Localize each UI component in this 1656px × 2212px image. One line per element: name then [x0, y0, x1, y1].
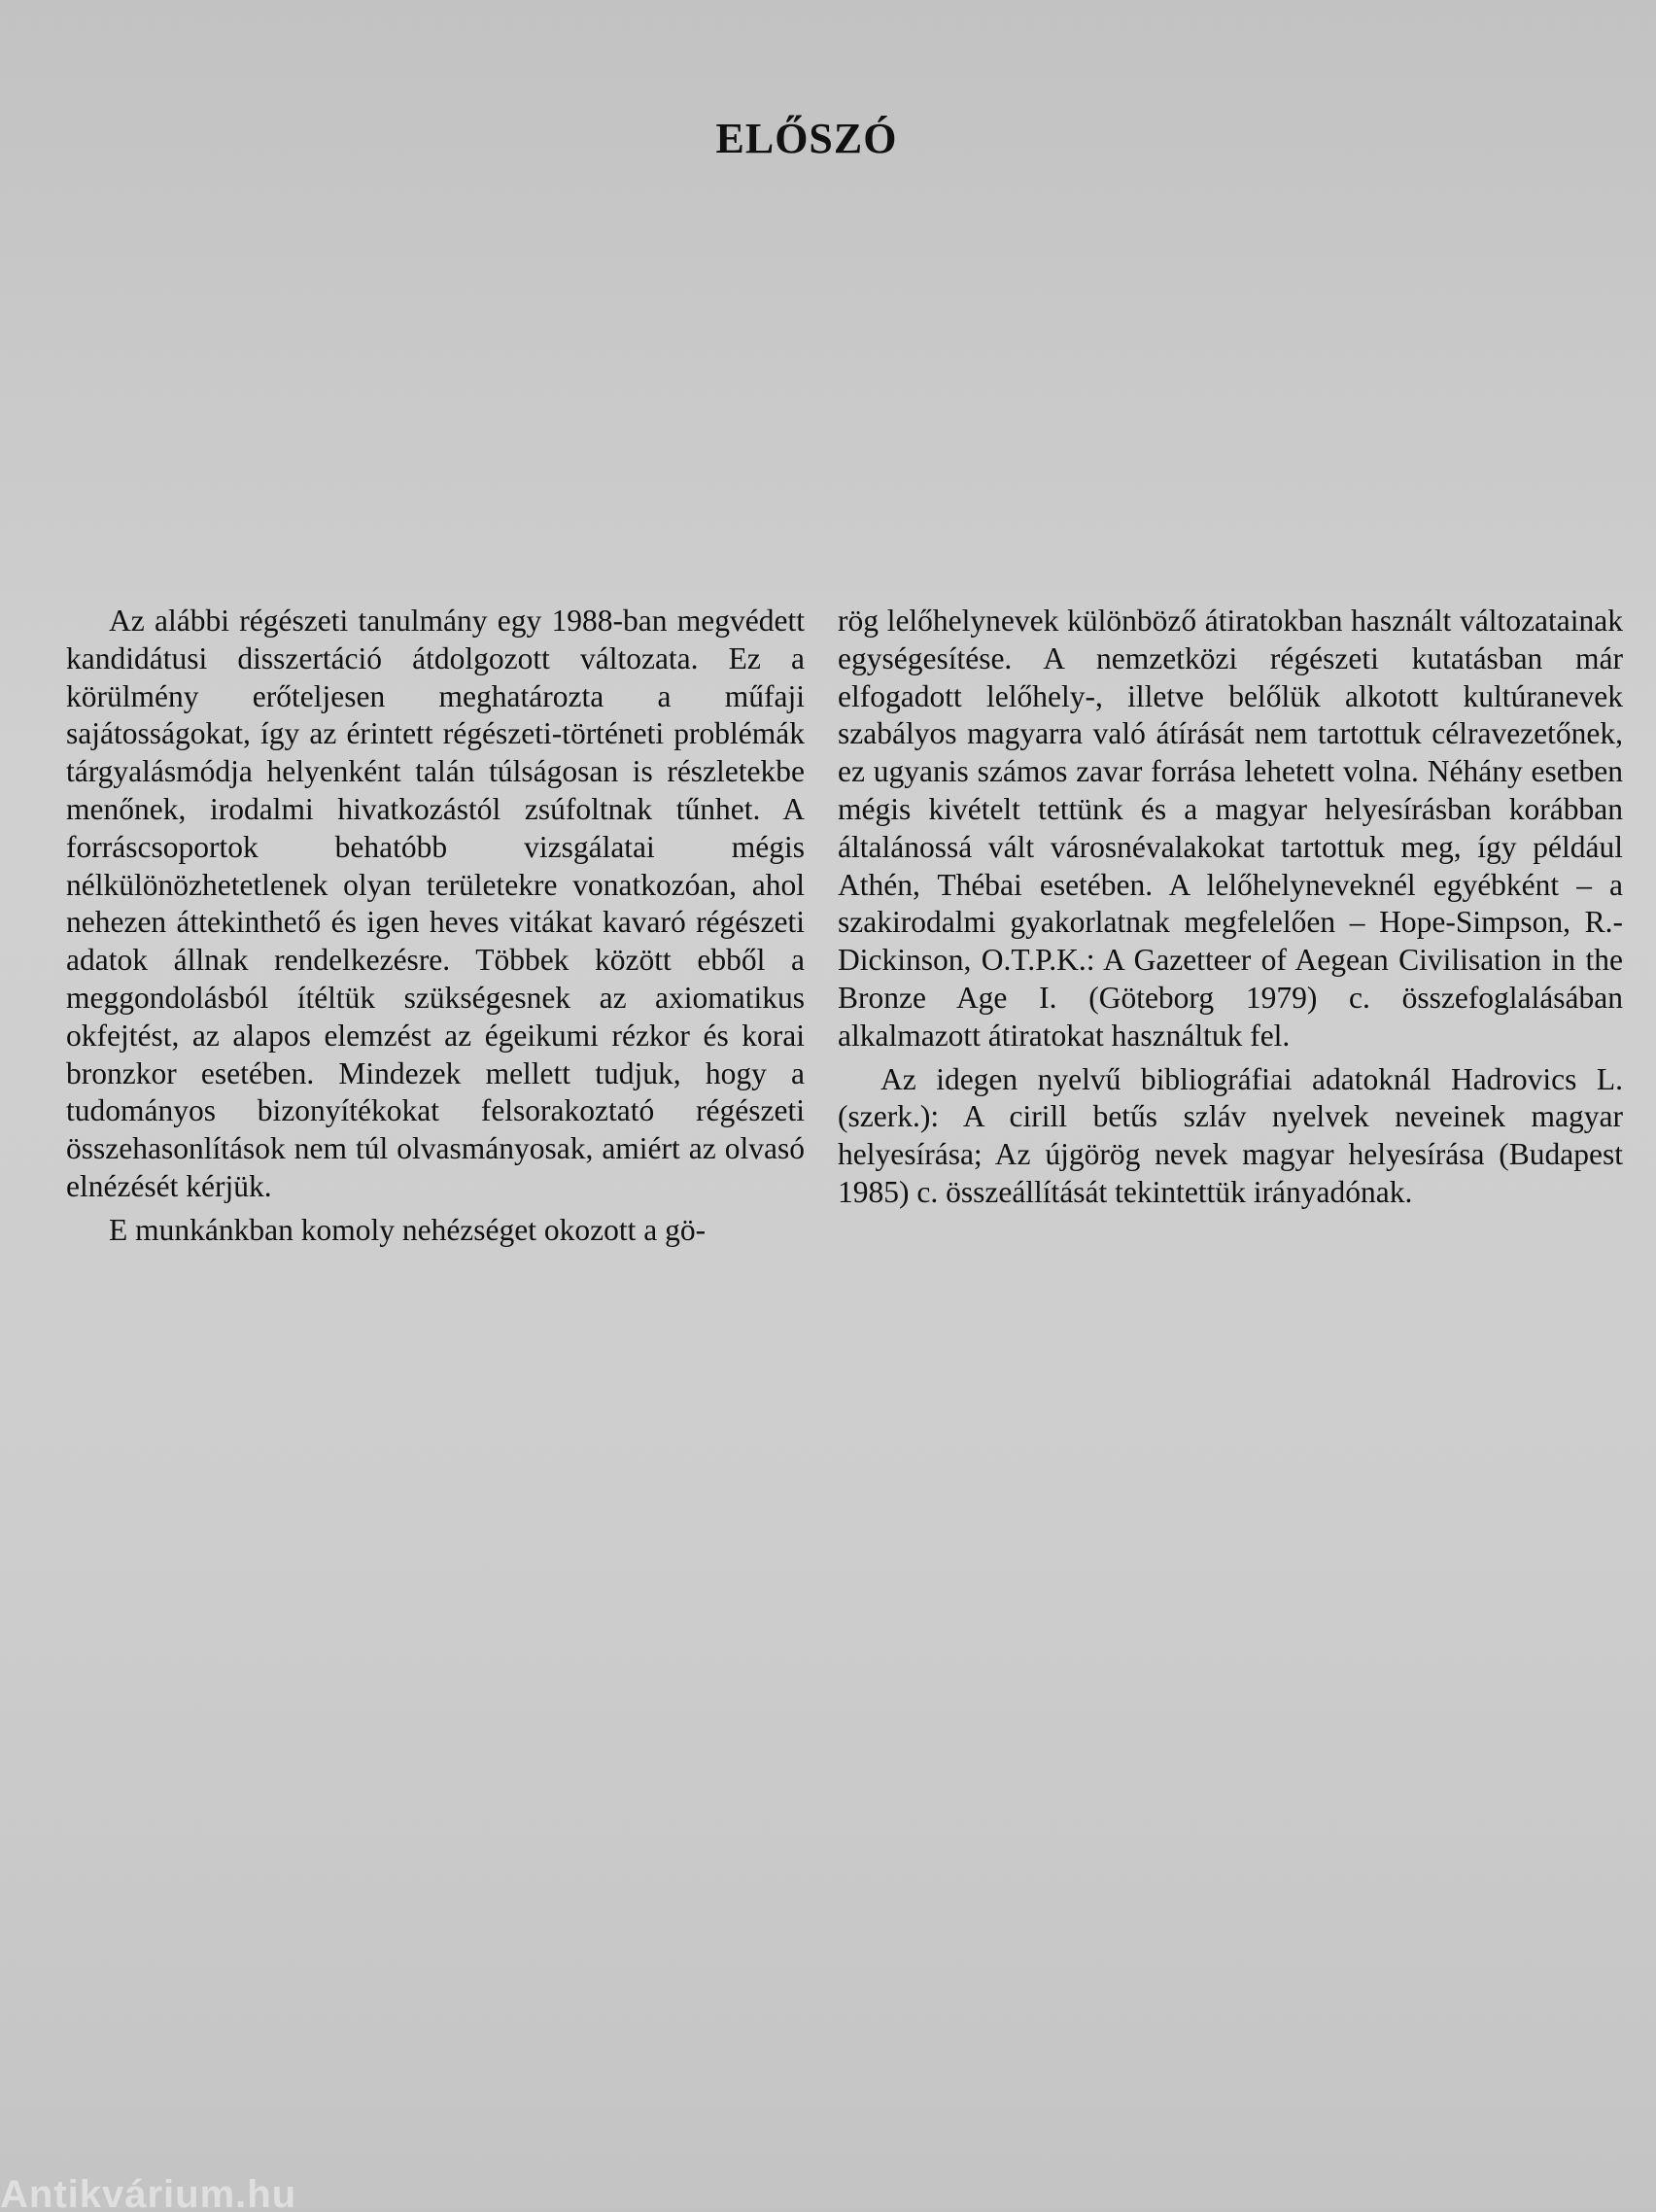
reverse-side-bleed-right — [875, 1351, 1652, 2187]
paragraph: rög lelőhelynevek különböző átiratokban használt változatainak egységesítése. A nemzetközi régészeti kutatásban már elfogadott lelőhely-, illetve belőlük alkotott kultúranevek szabályos magyarra való átírását nem tartottuk célravezetőnek, ez ugyanis számos zavar forrása lehetett volna. Néhány esetben mégis kivételt tettünk és a magyar helyesírásban korábban általánossá vált városnévalakokat tartottuk meg, így például Athén, Thébai esetében. A lelőhelyneveknél egyébként – a szakirodalmi gyakorlatnak megfelelően – Hope-Simpson, R.-Dickinson, O.T.P.K.: A Gazetteer of Aegean Civilisation in the Bronze Age I. (Göteborg 1979) c. összefoglalásában alkalmazott átiratokat használtuk fel. — [838, 604, 1623, 1053]
paragraph: Az idegen nyelvű bibliográfiai adatoknál Hadrovics L. (szerk.): A cirill betűs szláv nyelvek neveinek magyar helyesírása; Az újgörög nevek magyar helyesírása (Budapest 1985) c. összeállítását tekintettük irányadónak. — [838, 1061, 1623, 1209]
paragraph: E munkánkban komoly nehézséget okozott a gö- — [109, 1212, 707, 1247]
paragraph: Az alábbi régészeti tanulmány egy 1988-ban megvédett kandidátusi disszertáció átdolgozott változata. Ez a körülmény erőteljesen meghatározta a műfaji sajátosságokat, így az érintett régészeti-történeti problémák tárgyalásmódja helyenként talán túlságosan is részletekbe menőnek, irodalmi hivatkozástól zsúfoltnak tűnhet. A forráscsoportok behatóbb vizsgálatai mégis nélkülönözhetetlenek olyan területekre vonatkozóan, ahol nehezen áttekinthető és igen heves vitákat kavaró régészeti adatok állnak rendelkezésre. Többek között ebből a meggondolásból ítéltük szükségesnek az axiomatikus okfejtést, az alapos elemzést az égeikumi rézkor és korai bronzkor esetében. Mindezek mellett tudjuk, hogy a tudományos bizonyítékokat felsorakoztató régészeti összehasonlítások nem túl olvasmányosak, amiért az olvasó elnézését kérjük. — [66, 604, 805, 1203]
right-text-column — [838, 603, 1623, 1212]
left-text-column — [66, 603, 805, 1250]
watermark: Antikvárium.hu — [0, 2173, 297, 2212]
reverse-side-bleed-left — [64, 1370, 803, 2187]
page-title: ELŐSZÓ — [715, 115, 898, 163]
